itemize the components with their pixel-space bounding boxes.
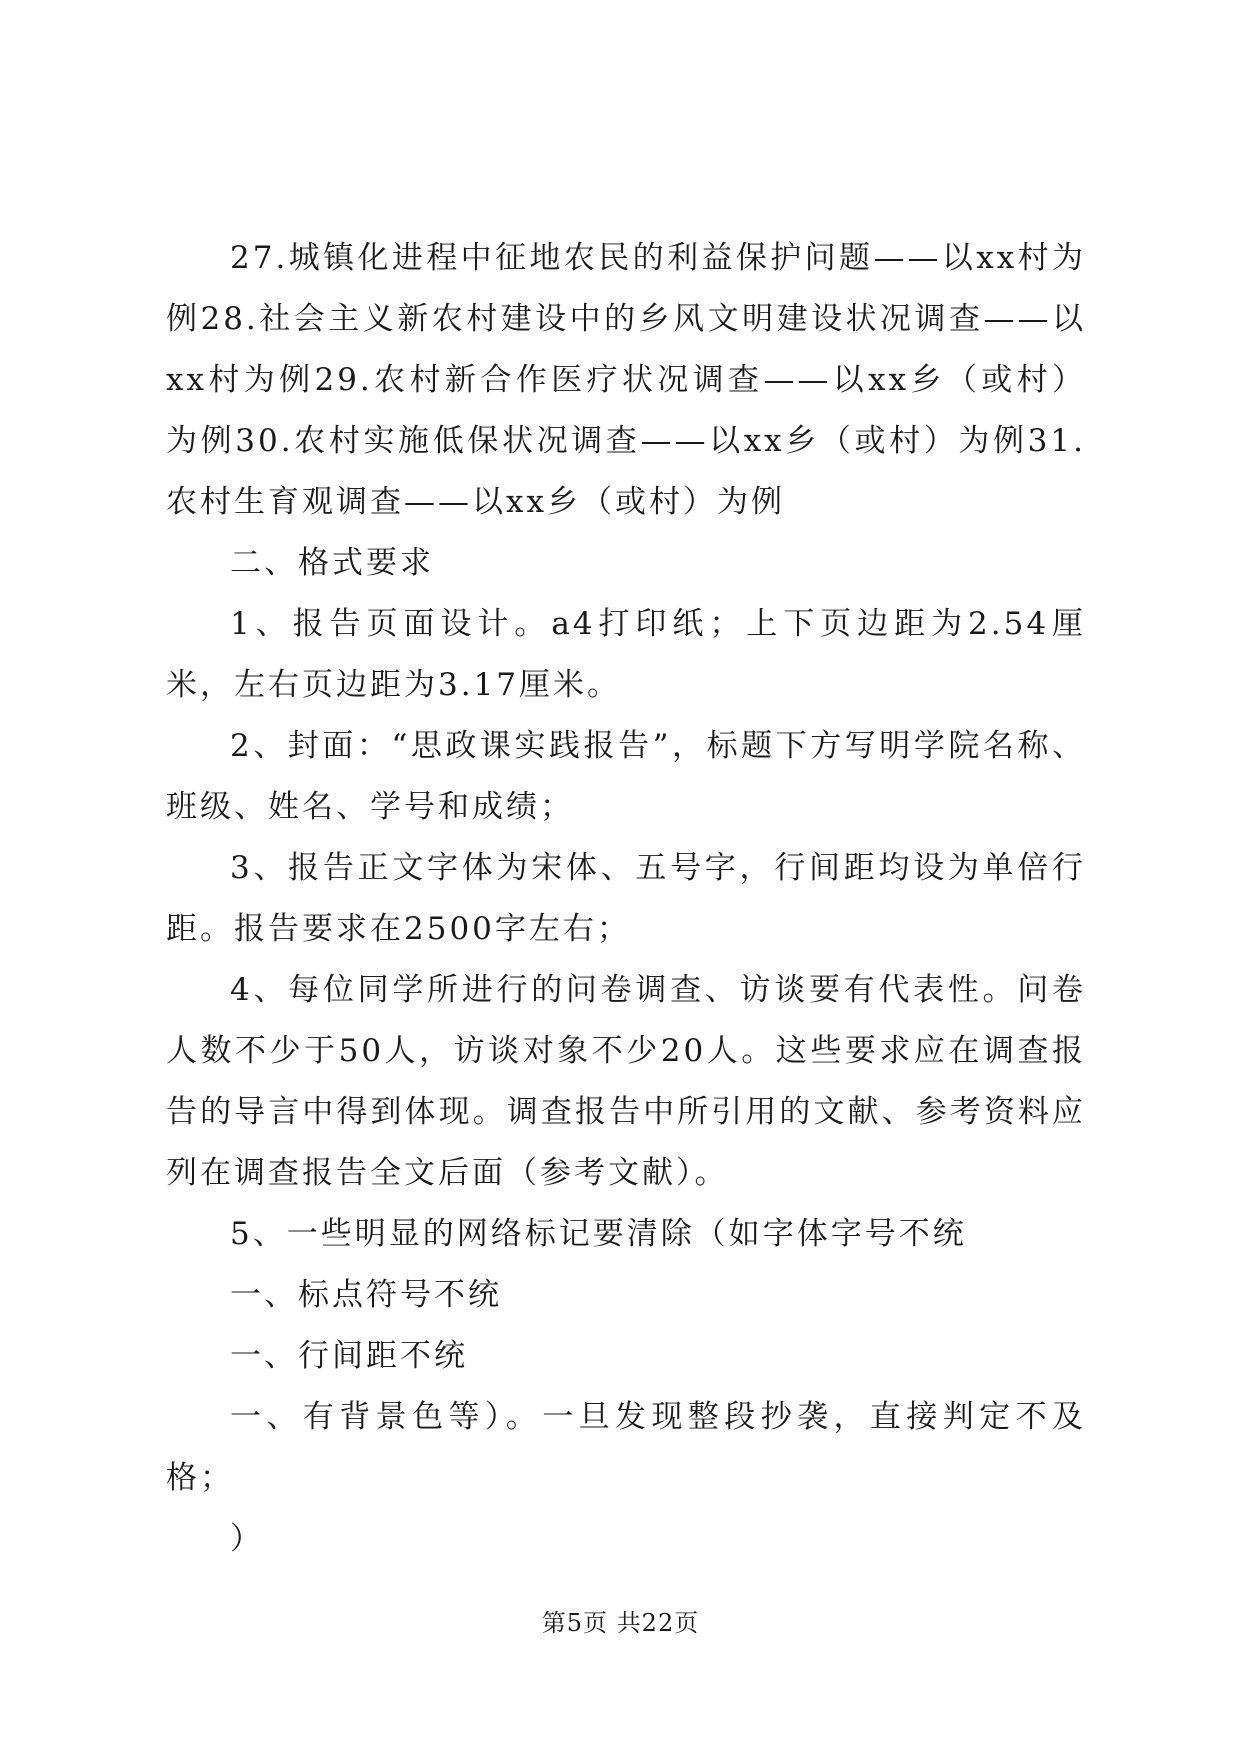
page-number-footer: 第5页 共22页	[541, 1609, 700, 1637]
paragraph-background: 一、有背景色等）。一旦发现整段抄袭，直接判定不及格；	[166, 1399, 1086, 1496]
section-heading-format: 二、格式要求	[230, 545, 434, 581]
paragraph-requirement-4: 4、每位同学所进行的问卷调查、访谈要有代表性。问卷人数不少于50人，访谈对象不少20人。这些要求应在调查报告的导言中得到体现。调查报告中所引用的文献、参考资料应列在调查报告全文后面（参考文献）。	[166, 972, 1086, 1191]
paragraph-topics-27-31: 27.城镇化进程中征地农民的利益保护问题——以xx村为例28.社会主义新农村建设中的乡风文明建设状况调查——以xx村为例29.农村新合作医疗状况调查——以xx乡（或村）为例30.农村实施低保状况调查——以xx乡（或村）为例31.农村生育观调查——以xx乡（或村）为例	[166, 240, 1086, 520]
paragraph-line-spacing: 一、行间距不统	[230, 1338, 468, 1374]
document-body	[166, 228, 1086, 1570]
paragraph-requirement-1: 1、报告页面设计。a4打印纸；上下页边距为2.54厘米，左右页边距为3.17厘米。	[166, 606, 1086, 703]
paragraph-requirement-2: 2、封面：“思政课实践报告”，标题下方写明学院名称、班级、姓名、学号和成绩；	[166, 728, 1086, 825]
paragraph-closing-paren: ）	[230, 1521, 264, 1557]
paragraph-requirement-5: 5、一些明显的网络标记要清除（如字体字号不统	[230, 1216, 967, 1252]
paragraph-punctuation: 一、标点符号不统	[230, 1277, 502, 1313]
paragraph-requirement-3: 3、报告正文字体为宋体、五号字，行间距均设为单倍行距。报告要求在2500字左右；	[166, 850, 1086, 947]
